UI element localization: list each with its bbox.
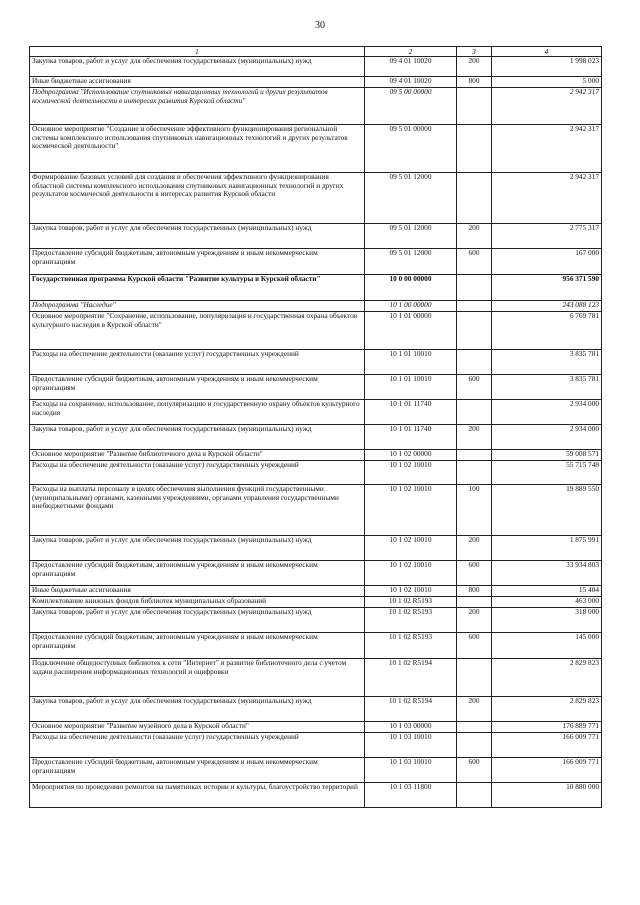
row-code-cell: 10 1 02 10010 (365, 461, 457, 485)
table-row (30, 77, 602, 88)
table-row (30, 312, 602, 350)
row-sum-cell: 145 000 (492, 633, 602, 659)
row-sum-cell: 166 009 771 (492, 758, 602, 783)
table-row (30, 275, 602, 301)
row-sum-cell: 1 998 023 (492, 57, 602, 77)
row-code-cell: 10 1 02 R5193 (365, 633, 457, 659)
row-sum-cell: 176 889 771 (492, 722, 602, 733)
table-row (30, 88, 602, 125)
row-expense-type-cell (457, 173, 492, 224)
row-sum-cell: 6 769 781 (492, 312, 602, 350)
table-row (30, 697, 602, 722)
row-sum-cell: 2 934 000 (492, 400, 602, 425)
row-sum-cell: 3 835 781 (492, 350, 602, 375)
column-header-sum: 4 (492, 47, 602, 57)
table-row (30, 758, 602, 783)
row-expense-type-cell: 200 (457, 224, 492, 249)
table-row (30, 783, 602, 808)
row-code-cell: 10 1 02 10010 (365, 485, 457, 536)
row-expense-type-cell: 600 (457, 758, 492, 783)
row-expense-type-cell (457, 125, 492, 173)
row-name-cell: Предоставление субсидий бюджетным, автономным учреждениям и иным некоммерческим организациям (30, 758, 365, 783)
budget-table (29, 46, 602, 808)
row-expense-type-cell: 600 (457, 375, 492, 400)
table-row (30, 400, 602, 425)
row-expense-type-cell: 600 (457, 249, 492, 275)
row-sum-cell: 5 000 (492, 77, 602, 88)
row-expense-type-cell (457, 597, 492, 608)
row-code-cell: 10 1 02 R5193 (365, 597, 457, 608)
column-header-code: 2 (365, 47, 457, 57)
table-row (30, 301, 602, 312)
row-expense-type-cell: 600 (457, 633, 492, 659)
row-code-cell: 09 5 01 00000 (365, 125, 457, 173)
row-expense-type-cell: 200 (457, 608, 492, 633)
row-sum-cell: 10 880 000 (492, 783, 602, 808)
row-sum-cell: 19 889 550 (492, 485, 602, 536)
row-expense-type-cell (457, 733, 492, 758)
row-code-cell: 10 1 01 00000 (365, 312, 457, 350)
row-expense-type-cell (457, 783, 492, 808)
row-sum-cell: 166 009 771 (492, 733, 602, 758)
column-number-row (30, 47, 602, 57)
row-name-cell: Расходы на обеспечение деятельности (оказание услуг) государственных учреждений (30, 350, 365, 375)
row-code-cell: 10 1 01 10010 (365, 375, 457, 400)
row-sum-cell: 318 000 (492, 608, 602, 633)
row-name-cell: Закупка товаров, работ и услуг для обеспечения государственных (муниципальных) нужд (30, 224, 365, 249)
table-row (30, 722, 602, 733)
row-sum-cell: 243 088 123 (492, 301, 602, 312)
row-name-cell: Расходы на выплаты персоналу в целях обеспечения выполнения функций государственными (муниципальными) органами, казенными учреждениями, органами управления государственными внебюджетными фондами (30, 485, 365, 536)
row-expense-type-cell (457, 275, 492, 301)
row-expense-type-cell (457, 88, 492, 125)
row-expense-type-cell: 200 (457, 425, 492, 450)
table-row (30, 125, 602, 173)
row-expense-type-cell (457, 722, 492, 733)
row-expense-type-cell: 100 (457, 485, 492, 536)
row-name-cell: Мероприятия по проведению ремонтов на памятниках истории и культуры, благоустройство территорий (30, 783, 365, 808)
table-row (30, 249, 602, 275)
table-row (30, 733, 602, 758)
row-code-cell: 09 5 00 00000 (365, 88, 457, 125)
table-row (30, 57, 602, 77)
row-code-cell: 10 1 02 R5194 (365, 659, 457, 697)
row-code-cell: 10 1 02 10010 (365, 586, 457, 597)
row-expense-type-cell: 200 (457, 57, 492, 77)
row-sum-cell: 463 000 (492, 597, 602, 608)
row-sum-cell: 33 934 803 (492, 561, 602, 586)
row-expense-type-cell: 800 (457, 586, 492, 597)
row-name-cell: Иные бюджетные ассигнования (30, 77, 365, 88)
row-name-cell: Расходы на сохранение, использование, популяризацию и государственную охрану объектов культурного наследия (30, 400, 365, 425)
row-code-cell: 10 0 00 00000 (365, 275, 457, 301)
row-code-cell: 10 1 01 11740 (365, 425, 457, 450)
row-expense-type-cell (457, 312, 492, 350)
table-row (30, 659, 602, 697)
table-row (30, 608, 602, 633)
row-expense-type-cell (457, 400, 492, 425)
row-code-cell: 10 1 02 10010 (365, 536, 457, 561)
row-name-cell: Основное мероприятие "Создание и обеспечение эффективного функционирования региональной системы комплексного использования спутниковых навигационных технологий и других результатов космической деятельности" (30, 125, 365, 173)
row-name-cell: Государственная программа Курской области "Развитие культуры в Курской области" (30, 275, 365, 301)
row-name-cell: Закупка товаров, работ и услуг для обеспечения государственных (муниципальных) нужд (30, 697, 365, 722)
row-expense-type-cell (457, 659, 492, 697)
row-name-cell: Иные бюджетные ассигнования (30, 586, 365, 597)
row-code-cell: 09 5 01 12000 (365, 224, 457, 249)
row-name-cell: Закупка товаров, работ и услуг для обеспечения государственных (муниципальных) нужд (30, 536, 365, 561)
table-row (30, 350, 602, 375)
column-header-name: 1 (30, 47, 365, 57)
table-row (30, 597, 602, 608)
table-row (30, 485, 602, 536)
row-name-cell: Формирование базовых условий для создания и обеспечения эффективного функционирования областной системы комплексного использования спутниковых навигационных технологий и других результатов космической деятельности в интересах развития Курской области (30, 173, 365, 224)
row-sum-cell: 15 404 (492, 586, 602, 597)
row-code-cell: 10 1 01 11740 (365, 400, 457, 425)
row-name-cell: Предоставление субсидий бюджетным, автономным учреждениям и иным некоммерческим организациям (30, 375, 365, 400)
table-row (30, 536, 602, 561)
row-sum-cell: 2 942 317 (492, 125, 602, 173)
row-code-cell: 10 1 00 00000 (365, 301, 457, 312)
row-name-cell: Закупка товаров, работ и услуг для обеспечения государственных (муниципальных) нужд (30, 425, 365, 450)
row-sum-cell: 1 875 991 (492, 536, 602, 561)
table-row (30, 561, 602, 586)
row-code-cell: 10 1 03 00000 (365, 722, 457, 733)
row-code-cell: 09 4 01 10020 (365, 57, 457, 77)
row-name-cell: Закупка товаров, работ и услуг для обеспечения государственных (муниципальных) нужд (30, 608, 365, 633)
row-name-cell: Предоставление субсидий бюджетным, автономным учреждениям и иным некоммерческим организациям (30, 633, 365, 659)
row-code-cell: 10 1 02 R5193 (365, 608, 457, 633)
row-name-cell: Основное мероприятие "Развитие библиотечного дела в Курской области" (30, 450, 365, 461)
row-code-cell: 10 1 02 00000 (365, 450, 457, 461)
row-name-cell: Подпрограмма "Наследие" (30, 301, 365, 312)
row-sum-cell: 2 942 317 (492, 173, 602, 224)
row-expense-type-cell (457, 301, 492, 312)
table-row (30, 633, 602, 659)
row-code-cell: 10 1 03 11800 (365, 783, 457, 808)
row-sum-cell: 2 829 823 (492, 659, 602, 697)
row-sum-cell: 167 000 (492, 249, 602, 275)
row-code-cell: 10 1 03 10010 (365, 733, 457, 758)
row-name-cell: Предоставление субсидий бюджетным, автономным учреждениям и иным некоммерческим организациям (30, 561, 365, 586)
table-row (30, 586, 602, 597)
row-name-cell: Предоставление субсидий бюджетным, автономным учреждениям и иным некоммерческим организациям (30, 249, 365, 275)
row-name-cell: Основное мероприятие "Развитие музейного дела в Курской области" (30, 722, 365, 733)
table-row (30, 461, 602, 485)
row-sum-cell: 3 835 781 (492, 375, 602, 400)
table-row (30, 173, 602, 224)
row-expense-type-cell: 800 (457, 77, 492, 88)
row-expense-type-cell: 600 (457, 561, 492, 586)
row-code-cell: 10 1 02 R5194 (365, 697, 457, 722)
row-code-cell: 10 1 03 10010 (365, 758, 457, 783)
row-sum-cell: 956 371 590 (492, 275, 602, 301)
row-name-cell: Расходы на обеспечение деятельности (оказание услуг) государственных учреждений (30, 733, 365, 758)
table-row (30, 224, 602, 249)
row-sum-cell: 55 715 748 (492, 461, 602, 485)
row-name-cell: Подключение общедоступных библиотек к сети "Интернет" и развитие библиотечного дела с учетом задачи расширения информационных технологий и оцифровки (30, 659, 365, 697)
row-code-cell: 09 4 01 10020 (365, 77, 457, 88)
row-expense-type-cell: 200 (457, 697, 492, 722)
row-sum-cell: 2 934 000 (492, 425, 602, 450)
row-sum-cell: 2 829 823 (492, 697, 602, 722)
row-name-cell: Закупка товаров, работ и услуг для обеспечения государственных (муниципальных) нужд (30, 57, 365, 77)
page-number: 30 (315, 20, 325, 31)
row-code-cell: 10 1 02 10010 (365, 561, 457, 586)
row-expense-type-cell (457, 350, 492, 375)
row-name-cell: Подпрограмма "Использование спутниковых навигационных технологий и других результатов космической деятельности в интересах развития Курской области" (30, 88, 365, 125)
row-name-cell: Расходы на обеспечение деятельности (оказание услуг) государственных учреждений (30, 461, 365, 485)
row-sum-cell: 59 008 571 (492, 450, 602, 461)
row-name-cell: Комплектование книжных фондов библиотек муниципальных образований (30, 597, 365, 608)
row-code-cell: 09 5 01 12000 (365, 173, 457, 224)
table-row (30, 425, 602, 450)
row-expense-type-cell: 200 (457, 536, 492, 561)
row-code-cell: 09 5 01 12000 (365, 249, 457, 275)
row-sum-cell: 2 775 317 (492, 224, 602, 249)
table-body (30, 57, 602, 808)
row-expense-type-cell (457, 461, 492, 485)
row-expense-type-cell (457, 450, 492, 461)
table-row (30, 450, 602, 461)
row-sum-cell: 2 942 317 (492, 88, 602, 125)
column-header-expense-type: 3 (457, 47, 492, 57)
row-code-cell: 10 1 01 10010 (365, 350, 457, 375)
table-row (30, 375, 602, 400)
row-name-cell: Основное мероприятие "Сохранение, использование, популяризация и государственная охрана объектов культурного наследия в Курской области" (30, 312, 365, 350)
